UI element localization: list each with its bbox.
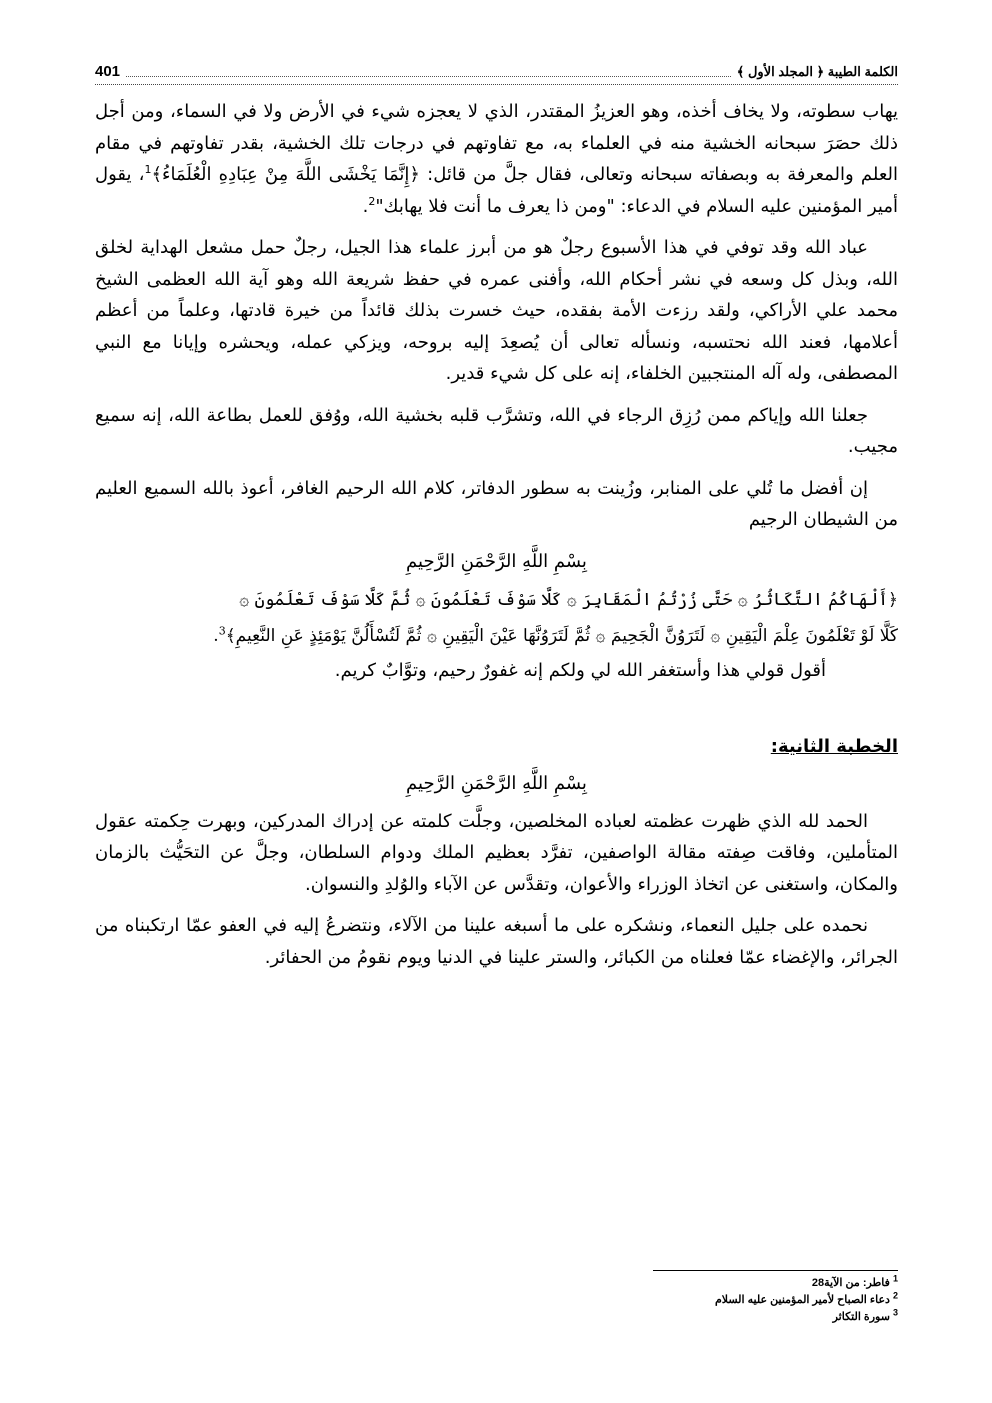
page-body [95, 96, 898, 983]
footnote-ref-2[interactable]: 2 [368, 194, 376, 208]
sermon1-paragraph-2: عباد الله وقد توفي في هذا الأسبوع رجلٌ هو من أبرز علماء هذا الجيل، رجلٌ حمل مشعل الهداية لخلق الله، وبذل كل وسعه في نشر أحكام الله، وأفنى عمره في حفظ شريعة الله وهو آية الله العظمى الشيخ محمد علي الأراكي، ولقد رزءت الأمة بفقده، حيث خسرت بذلك قائداً من خيرة قادتها، وعلماً من أعظم أعلامها، فعند الله نحتسبه، ونسأله تعالى أن يُصعِدَ إليه بروحه، ويزكي عمله، ويحشره وإيانا مع النبي المصطفى، وله آله المنتجبين الخلفاء، إنه على كل شيء قدير. [95, 237, 898, 384]
footnote-3 [653, 1309, 898, 1326]
sermon2-paragraph-1: الحمد لله الذي ظهرت عظمته لعباده المخلصين، وجلَّت كلمته عن إدراك المدركين، وبهرت حِكمته عقول المتأملين، وفاقت صِفته مقالة الواصفين، تفرَّد بعظيم الملك ودوام السلطان، وجلَّ عن التحَيُّث بالزمان والمكان، واستغنى عن اتخاذ الوزراء والأعوان، وتقدَّس عن الآباء والوُلدِ والنسوان. [95, 810, 898, 895]
footnote-1 [653, 1275, 898, 1292]
footnote-1-text: فاطر: من الآية28 [811, 1277, 890, 1289]
footnote-2-num: 2 [892, 1290, 898, 1301]
running-title: الكلمة الطيبة ﴿ المجلد الأول ﴾ [736, 64, 898, 79]
sermon1-paragraph-4: إن أفضل ما تُلي على المنابر، وزُينت به سطور الدفاتر، كلام الله الرحيم الغافر، أعوذ بالله السميع العليم من الشيطان الرجيم [95, 477, 898, 530]
verses-end: . [213, 626, 219, 646]
footnote-3-num: 3 [892, 1307, 898, 1318]
footnotes [653, 1270, 898, 1326]
running-header [95, 58, 898, 85]
sermon1-paragraph-1 [95, 96, 898, 222]
surah-verses-line-1: ﴿أَلْهَاكُمُ التَّكَاثُرُ ۞ حَتَّى زُرْتُمُ الْمَقَابِرَ ۞ كَلَّا سَوْفَ تَعْلَمُونَ ۞ ثُمَّ كَلَّا سَوْفَ تَعْلَمُونَ ۞ [239, 590, 898, 610]
footnote-ref-3[interactable]: 3 [218, 624, 226, 638]
p1-text-b: ، يقول أمير المؤمنين عليه السلام في الدعاء: "ومن ذا يعرف ما أنت فلا يهابك" [95, 164, 898, 217]
page-number: 401 [95, 63, 121, 80]
p1-text-a: يهاب سطوته، ولا يخاف أخذه، وهو العزيزُ المقتدر، الذي لا يعجزه شيء في الأرض ولا في السماء، ومن أجل ذلك حصَرَ سبحانه الخشية منه في العلماء به، مع تفاوتهم في درجات تلك الخشية، بقدر تفاوتهم في مقام العلم والمعرفة به وبصفاته سبحانه وتعالى، فقال جلَّ من قائل: [95, 101, 898, 185]
p1-end: . [362, 195, 369, 217]
quran-verse-inline: ﴿إِنَّمَا يَخْشَى اللَّهَ مِنْ عِبَادِهِ الْعُلَمَاءُ﴾ [151, 164, 420, 185]
surah-verses-line-2 [95, 619, 898, 653]
verses-line-2-text: كَلَّا لَوْ تَعْلَمُونَ عِلْمَ الْيَقِينِ ۞ لَتَرَوُنَّ الْجَحِيمَ ۞ ثُمَّ لَتَرَوُنَّهَا عَيْنَ الْيَقِينِ ۞ ثُمَّ لَتُسْأَلُنَّ يَوْمَئِذٍ عَنِ النَّعِيمِ﴾ [225, 626, 898, 646]
header-dot-leader [126, 76, 731, 77]
footnote-ref-1[interactable]: 1 [144, 163, 152, 176]
footnote-2 [653, 1292, 898, 1309]
basmala-2: بِسْمِ اللَّهِ الرَّحْمَنِ الرَّحِيمِ [406, 773, 587, 794]
footnote-1-num: 1 [892, 1273, 898, 1284]
basmala-1: بِسْمِ اللَّهِ الرَّحْمَنِ الرَّحِيمِ [406, 550, 587, 572]
sermon2-heading: الخطبة الثانية: [770, 735, 898, 757]
sermon2-paragraph-2: نحمده على جليل النعماء، ونشكره على ما أسبغه علينا من الآلاء، ونتضرعُ إليه في العفو عمّا ارتكبناه من الجرائر، والإغضاء عمّا فعلناه من الكبائر، والستر علينا في الدنيا ويوم نقومُ من الحفائر. [95, 915, 898, 968]
sermon1-paragraph-3: جعلنا الله وإياكم ممن رُزِق الرجاء في الله، وتشرَّب قلبه بخشية الله، ووُفق للعمل بطاعة الله، إنه سميع مجيب. [95, 404, 898, 457]
footnote-2-text: دعاء الصباح لأمير المؤمنين عليه السلام [715, 1294, 890, 1306]
footnote-3-text: سورة التكاثر [832, 1311, 890, 1323]
sermon1-closing: أقول قولي هذا وأستغفر الله لي ولكم إنه غفورٌ رحيم، وتوَّابٌ كريم. [334, 660, 826, 681]
